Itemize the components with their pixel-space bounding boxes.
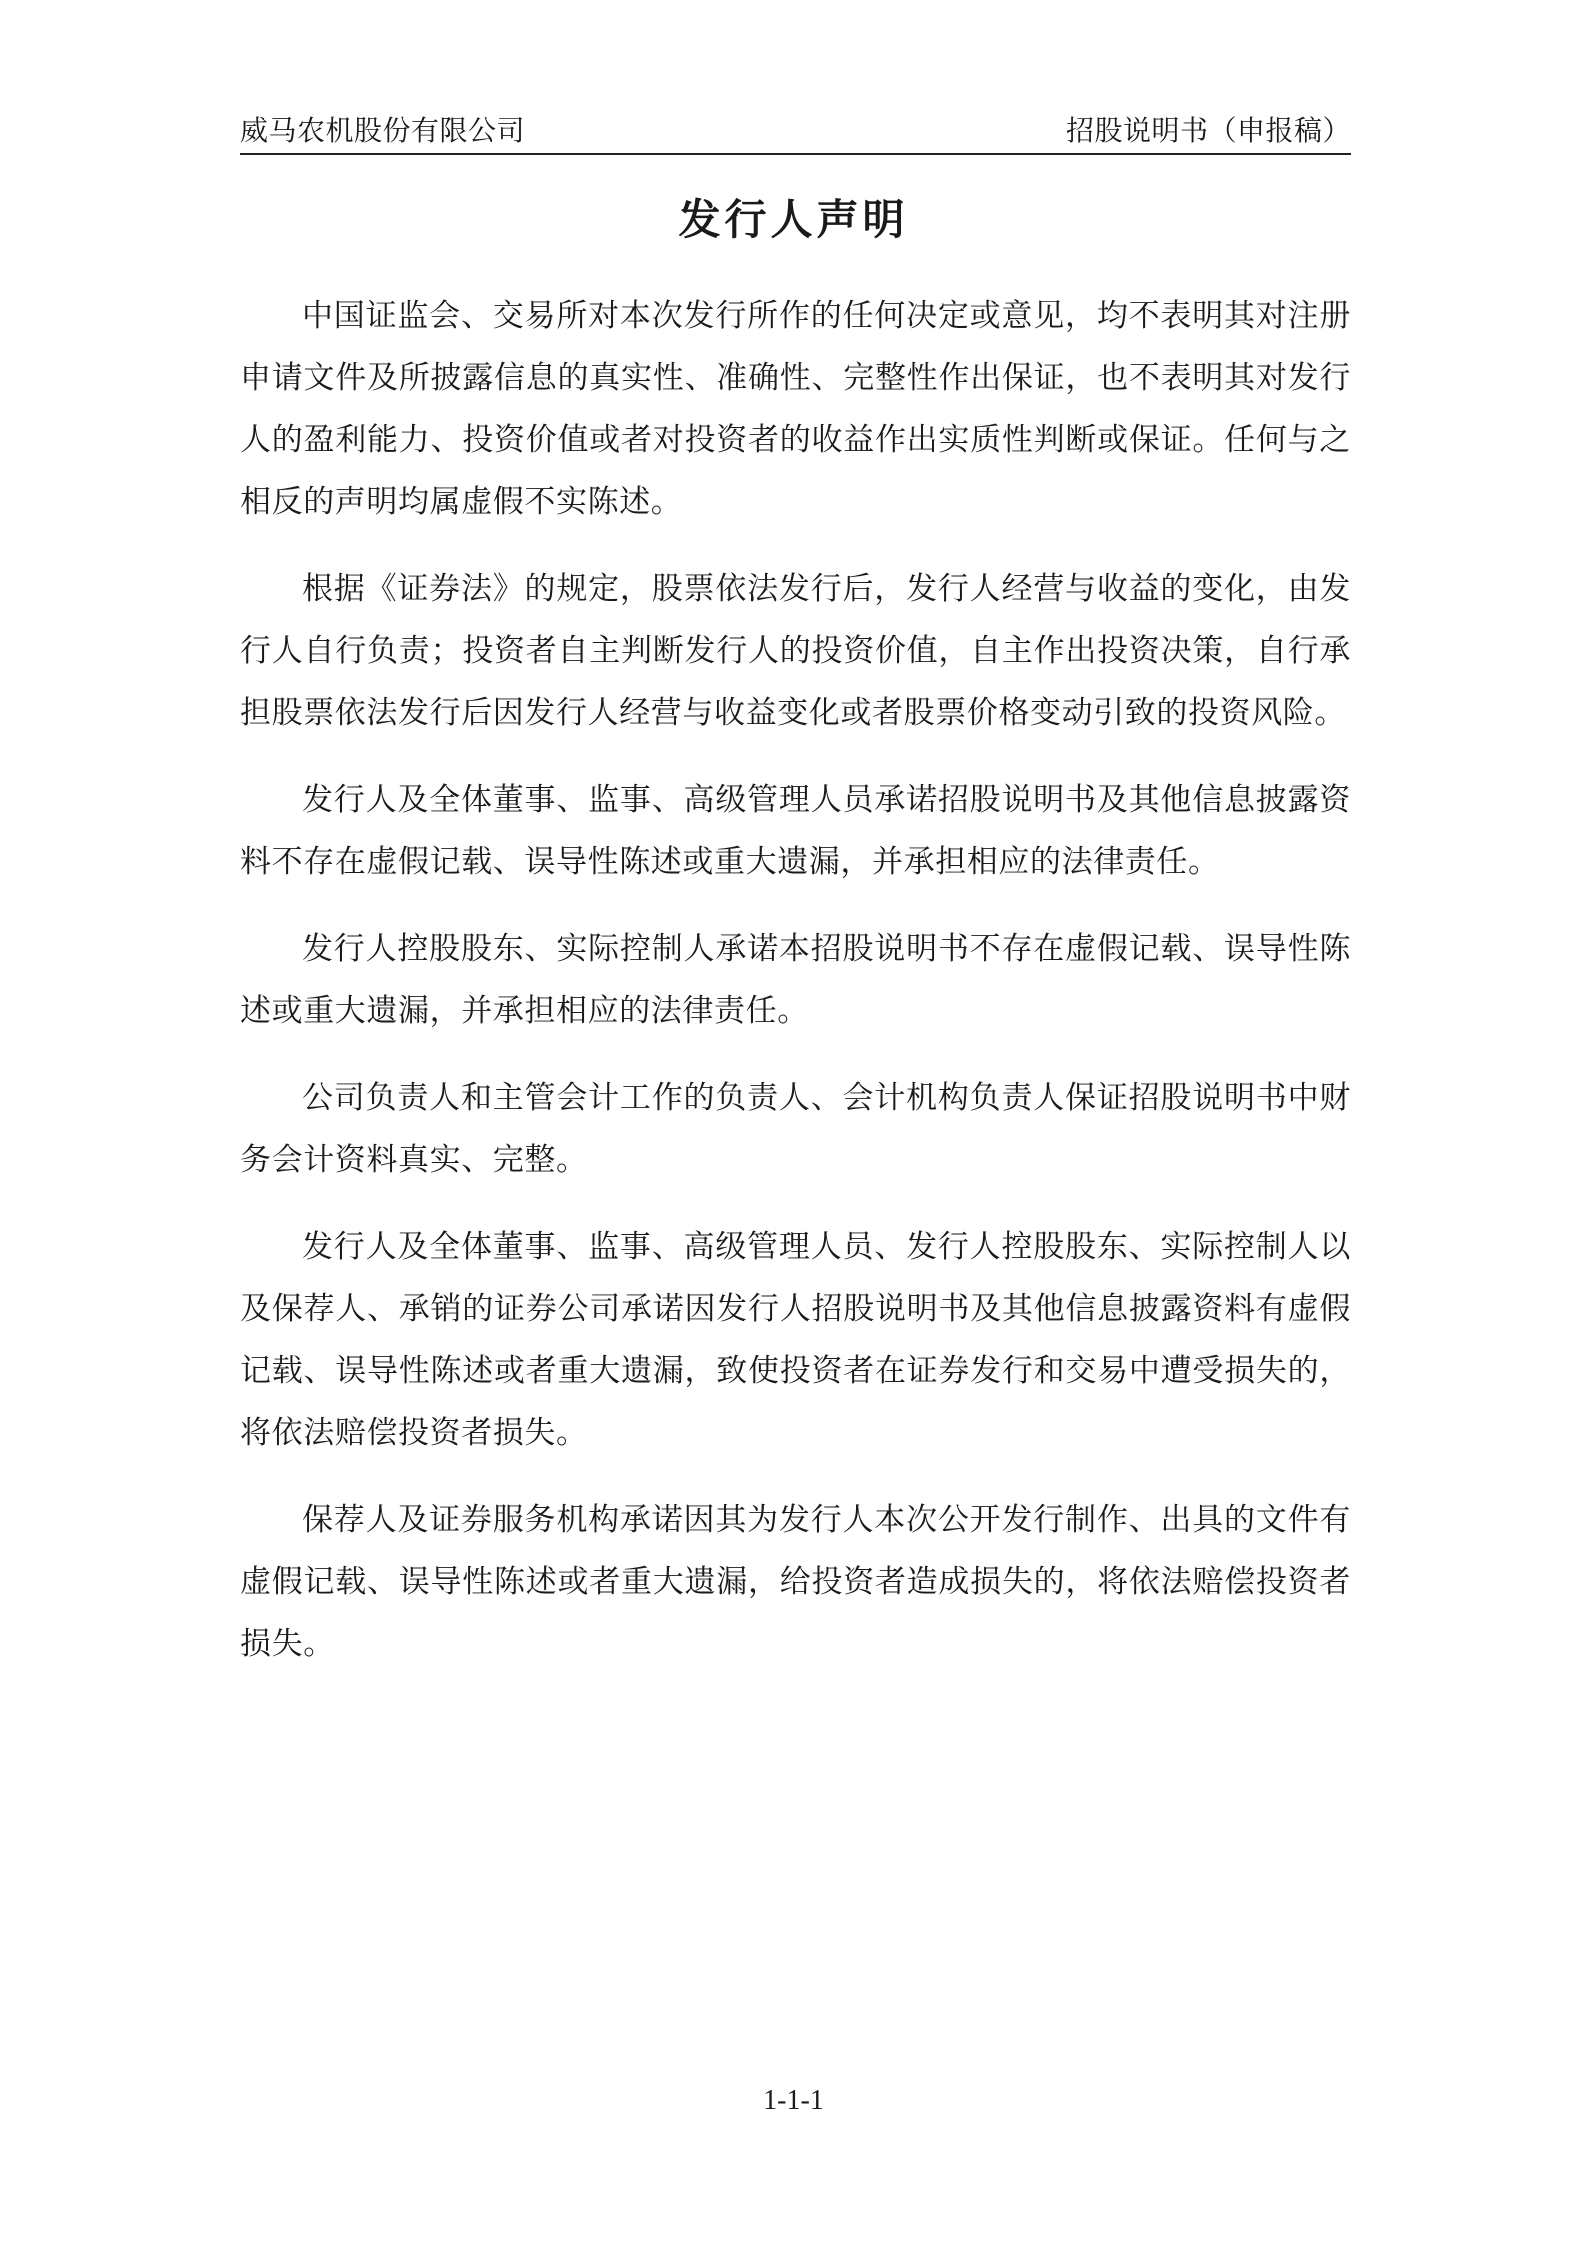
header-document-type: 招股说明书（申报稿） <box>1065 114 1351 147</box>
paragraph: 发行人及全体董事、监事、高级管理人员承诺招股说明书及其他信息披露资料不存在虚假记载、误导性陈述或重大遗漏，并承担相应的法律责任。 <box>240 782 1351 880</box>
paragraph: 保荐人及证券服务机构承诺因其为发行人本次公开发行制作、出具的文件有虚假记载、误导性陈述或者重大遗漏，给投资者造成损失的，将依法赔偿投资者损失。 <box>240 1502 1351 1662</box>
paragraph: 发行人及全体董事、监事、高级管理人员、发行人控股股东、实际控制人以及保荐人、承销的证券公司承诺因发行人招股说明书及其他信息披露资料有虚假记载、误导性陈述或者重大遗漏，致使投资者在证券发行和交易中遭受损失的，将依法赔偿投资者损失。 <box>240 1229 1351 1451</box>
paragraph: 发行人控股股东、实际控制人承诺本招股说明书不存在虚假记载、误导性陈述或重大遗漏，并承担相应的法律责任。 <box>240 931 1351 1029</box>
page-number: 1-1-1 <box>763 2085 824 2116</box>
paragraph: 公司负责人和主管会计工作的负责人、会计机构负责人保证招股说明书中财务会计资料真实、完整。 <box>240 1080 1351 1178</box>
statement-body <box>240 285 1351 1700</box>
page-title: 发行人声明 <box>678 195 909 244</box>
page-header <box>240 113 1351 155</box>
paragraph: 根据《证券法》的规定，股票依法发行后，发行人经营与收益的变化，由发行人自行负责；投资者自主判断发行人的投资价值，自主作出投资决策，自行承担股票依法发行后因发行人经营与收益变化或者股票价格变动引致的投资风险。 <box>240 571 1351 731</box>
paragraph: 中国证监会、交易所对本次发行所作的任何决定或意见，均不表明其对注册申请文件及所披露信息的真实性、准确性、完整性作出保证，也不表明其对发行人的盈利能力、投资价值或者对投资者的收益作出实质性判断或保证。任何与之相反的声明均属虚假不实陈述。 <box>240 298 1351 520</box>
header-company-name: 威马农机股份有限公司 <box>240 114 526 147</box>
